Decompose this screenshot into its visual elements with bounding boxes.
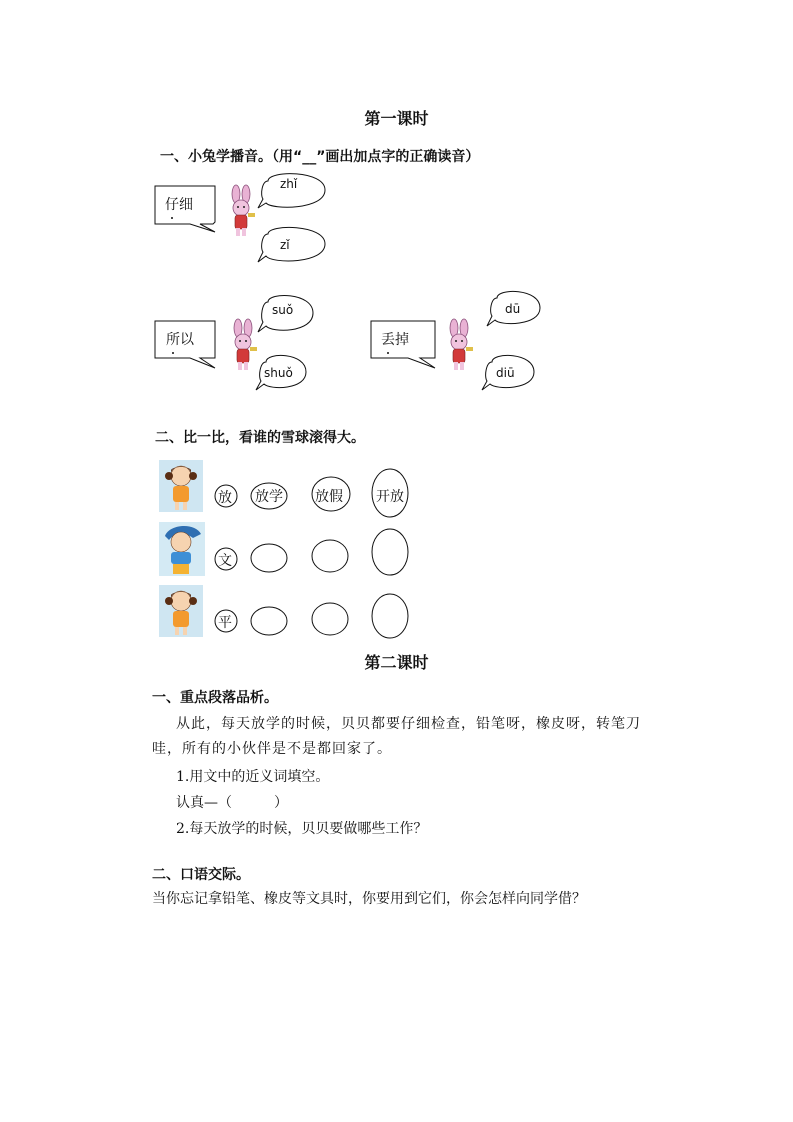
fill-blank[interactable]: 认真—（ ） <box>176 795 288 811</box>
pinyin-option[interactable]: zhǐ <box>280 177 298 191</box>
word-rest: 以 <box>180 332 194 348</box>
q1-heading: 一、小兔学播音。（用“__”画出加点字的正确读音） <box>160 149 480 165</box>
lesson2-title: 第二课时 <box>364 653 429 672</box>
snowball-word[interactable]: 开放 <box>376 489 404 505</box>
oral-question: 当你忘记拿铅笔、橡皮等文具时，你要用到它们，你会怎样向同学借？ <box>152 891 586 907</box>
lesson2-q2-heading: 二、口语交际。 <box>152 867 250 883</box>
lesson2-q1-heading: 一、重点段落品析。 <box>152 690 278 706</box>
pinyin-option[interactable]: zǐ <box>280 238 290 252</box>
lesson1-title: 第一课时 <box>364 109 429 128</box>
word-rest: 掉 <box>395 332 409 348</box>
snowball-char: 放 <box>218 490 232 506</box>
dotted-char: 仔 <box>165 194 179 214</box>
pinyin-option[interactable]: diū <box>496 366 515 380</box>
q2-heading: 二、比一比，看谁的雪球滚得大。 <box>155 430 365 446</box>
paragraph-line: 哇，所有的小伙伴是不是都回家了。 <box>152 741 392 757</box>
snowball-word[interactable]: 放学 <box>255 489 283 505</box>
snowball-word[interactable]: 放假 <box>315 489 343 505</box>
word-rest: 细 <box>179 197 193 213</box>
sub-question-1: 1.用文中的近义词填空。 <box>176 769 330 785</box>
pinyin-option[interactable]: suǒ <box>272 303 294 317</box>
snowball-char: 平 <box>218 615 232 631</box>
pinyin-option[interactable]: shuǒ <box>264 366 293 380</box>
sub-question-2: 2.每天放学的时候，贝贝要做哪些工作？ <box>176 821 428 837</box>
paragraph-line: 从此，每天放学的时候，贝贝都要仔细检查，铅笔呀，橡皮呀，转笔刀 <box>176 716 641 732</box>
dotted-char: 所 <box>166 329 180 349</box>
snowball-char: 文 <box>218 553 232 569</box>
pinyin-option[interactable]: dū <box>505 302 521 316</box>
dotted-char: 丢 <box>381 329 395 349</box>
